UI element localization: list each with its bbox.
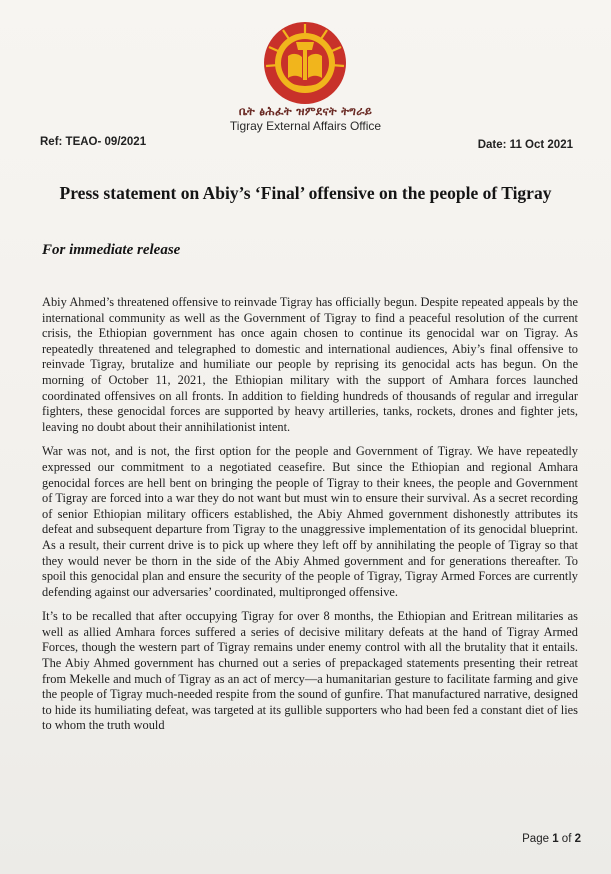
release-label: For immediate release xyxy=(42,242,181,258)
page-label: Page xyxy=(522,833,549,845)
reference-number: Ref: TEAO- 09/2021 xyxy=(40,136,147,148)
document-body xyxy=(42,295,578,743)
document-title: Press statement on Abiy’s ‘Final’ offensive on the people of Tigray xyxy=(59,183,552,203)
body-paragraph-3: It’s to be recalled that after occupying Tigray for over 8 months, the Ethiopian and Eritrean militaries as well as allied Amhara forces suffered a series of decisive military defeats at the hand of Tigray Armed Forces, though the western part of Tigray remains under enemy control with all the brutality that it entails. The Abiy Ahmed government has churned out a series of prepackaged statements presenting their retreat from Mekelle and much of Tigray as an act of mercy—a humanitarian gesture to facilitate farming and give the people of Tigray much-needed respite from the sound of gunfire. That manufactured narrative, designed to hide its humiliating defeat, was targeted at its gullible supporters who had been fed a constant diet of lies to whom the truth would xyxy=(42,609,578,733)
page-of: of xyxy=(561,833,572,845)
document-date: Date: 11 Oct 2021 xyxy=(477,139,573,151)
body-paragraph-2: War was not, and is not, the first option for the people and Government of Tigray. We have repeatedly expressed our commitment to a negotiated ceasefire. But since the Ethiopian and regional Amhara genocidal forces are hell bent on bringing the people of Tigray to their knees, the people and Government of Tigray are forced into a war they do not want but must win to ensure their survival. As a secret recording of senior Ethiopian military officers established, the Abiy Ahmed government dishonestly attributes its defeat and subsequent departure from Tigray to the unaggressive implementation of its genocidal blueprint. As a result, their current drive is to pick up where they left off by annihilating the people of Tigray so that they would never be thorn in the side of the Abiy Ahmed government and for generations thereafter. To spoil this genocidal plan and ensure the security of the people of Tigray, Tigray Armed Forces are currently defending against our adversaries’ coordinated, multipronged offensive. xyxy=(42,444,578,599)
body-paragraph-1: Abiy Ahmed’s threatened offensive to reinvade Tigray has officially begun. Despite repeated appeals by the international community as well as the Government of Tigray to find a peaceful resolution of the current crisis, the Ethiopian government has once again chosen to continue its genocidal war on Tigray. As repeatedly threatened and telegraphed to domestic and international audiences, Abiy’s final offensive to reinvade Tigray, brutalize and humiliate our people by reprising its genocidal acts has begun. On the morning of October 11, 2021, the Ethiopian military with the support of Amhara forces launched coordinated offensives on all fronts. In addition to fielding hundreds of thousands of regular and irregular fighters, these genocidal forces are supported by heavy artilleries, tanks, rockets, drones and fighter jets, leaving no doubt about their annihilationist intent. xyxy=(42,295,578,434)
page-current: 1 xyxy=(552,833,559,845)
tigray-emblem-icon xyxy=(262,20,348,106)
org-name-english: Tigray External Affairs Office xyxy=(229,119,382,133)
page-total: 2 xyxy=(574,833,581,845)
page-number xyxy=(522,833,581,845)
org-name-tigrinya: ቤት ፅሕፈት ዝምደናት ትግራይ xyxy=(238,104,373,118)
